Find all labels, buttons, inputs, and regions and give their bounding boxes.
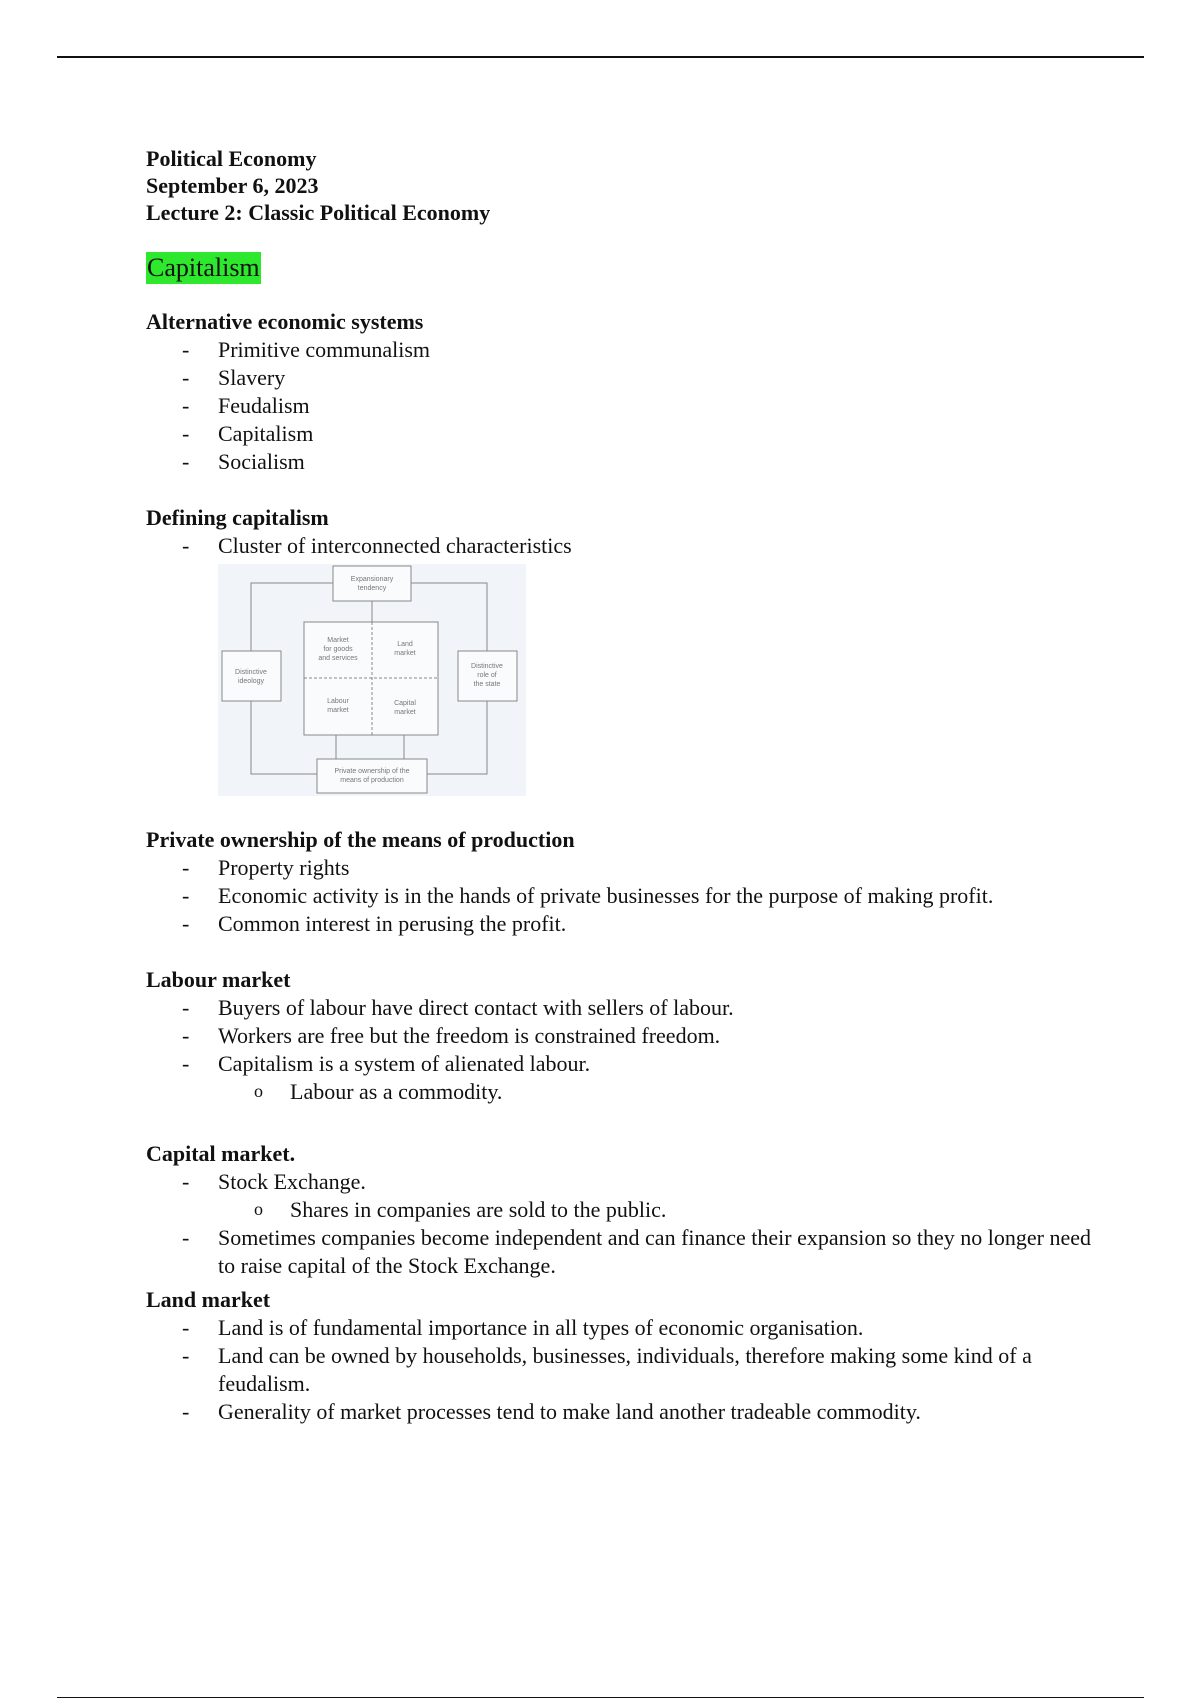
list-item: - Feudalism — [146, 392, 1106, 420]
capitalism-characteristics-diagram — [218, 564, 526, 796]
top-rule — [57, 56, 1144, 58]
diagram-label: Labour — [327, 698, 349, 705]
labour-market-list — [146, 994, 1106, 1078]
capital-market-list-continued — [146, 1224, 1106, 1280]
defining-list — [146, 532, 1106, 560]
diagram-label: for goods — [323, 646, 353, 653]
section-title-highlight: Capitalism — [147, 253, 260, 282]
land-market-section — [146, 1286, 1106, 1426]
list-item: - Land is of fundamental importance in all types of economic organisation. — [146, 1314, 1106, 1342]
diagram-label: market — [394, 709, 416, 716]
box-ideology — [222, 651, 281, 701]
diagram-label: tendency — [357, 585, 387, 592]
list-item: - Socialism — [146, 448, 1106, 476]
document-body — [146, 145, 1106, 1426]
diagram-label: Distinctive — [235, 669, 267, 676]
list-item: - Slavery — [146, 364, 1106, 392]
list-item: - Property rights — [146, 854, 1106, 882]
diagram-svg — [218, 564, 526, 796]
diagram-label: the state — [473, 681, 501, 688]
land-market-list — [146, 1314, 1106, 1426]
diagram-label: Market — [327, 637, 349, 644]
capital-market-list — [146, 1168, 1106, 1196]
list-item: - Primitive communalism — [146, 336, 1106, 364]
diagram-label: market — [327, 707, 349, 714]
list-item: - Workers are free but the freedom is constrained freedom. — [146, 1022, 1106, 1050]
alt-systems-heading: Alternative economic systems — [146, 309, 424, 334]
private-ownership-heading: Private ownership of the means of production — [146, 827, 575, 852]
diagram-label: role of — [477, 672, 497, 679]
list-item: - Capitalism — [146, 420, 1106, 448]
diagram-label: Expansionary — [350, 576, 394, 583]
list-item: - Economic activity is in the hands of private businesses for the purpose of making profit. — [146, 882, 1106, 910]
private-ownership-section — [146, 826, 1106, 938]
defining-section — [146, 504, 1106, 796]
labour-market-heading: Labour market — [146, 967, 291, 992]
alt-systems-list — [146, 336, 1106, 476]
capital-market-sublist — [146, 1196, 1106, 1224]
list-item: - Generality of market processes tend to make land another tradeable commodity. — [146, 1398, 1106, 1426]
list-item: - Buyers of labour have direct contact with sellers of labour. — [146, 994, 1106, 1022]
lecture-date: September 6, 2023 — [146, 173, 319, 198]
sub-list-item: o Labour as a commodity. — [218, 1078, 1106, 1106]
diagram-label: and services — [318, 655, 358, 662]
list-item: - Land can be owned by households, businesses, individuals, therefore making some kind of a feudalism. — [146, 1342, 1106, 1398]
capital-market-section — [146, 1140, 1106, 1280]
diagram-label: Distinctive — [471, 663, 503, 670]
diagram-label: ideology — [237, 678, 265, 685]
list-item: - Common interest in perusing the profit. — [146, 910, 1106, 938]
sub-list-item: o Shares in companies are sold to the public. — [218, 1196, 1106, 1224]
box-private-ownership — [317, 759, 427, 793]
diagram-label: Private ownership of the — [334, 768, 410, 775]
list-item: - Cluster of interconnected characteristics — [146, 532, 1106, 560]
land-market-heading: Land market — [146, 1287, 271, 1312]
list-item: - Sometimes companies become independent and can finance their expansion so they no longer need to raise capital of the Stock Exchange. — [146, 1224, 1106, 1280]
diagram-label: means of production — [340, 777, 404, 784]
labour-market-section — [146, 966, 1106, 1106]
diagram-label: Capital — [394, 700, 416, 707]
labour-market-sublist — [146, 1078, 1106, 1106]
list-item: - Stock Exchange. — [146, 1168, 1106, 1196]
capital-market-heading: Capital market. — [146, 1141, 296, 1166]
lecture-title: Lecture 2: Classic Political Economy — [146, 200, 491, 225]
private-ownership-list — [146, 854, 1106, 938]
diagram-label: market — [394, 650, 416, 657]
bottom-rule — [57, 1697, 1144, 1698]
list-item: - Capitalism is a system of alienated labour. — [146, 1050, 1106, 1078]
course-title: Political Economy — [146, 146, 317, 171]
diagram-label: Land — [397, 641, 413, 648]
box-expansionary — [333, 566, 411, 601]
alt-systems-section — [146, 308, 1106, 476]
defining-heading: Defining capitalism — [146, 505, 329, 530]
